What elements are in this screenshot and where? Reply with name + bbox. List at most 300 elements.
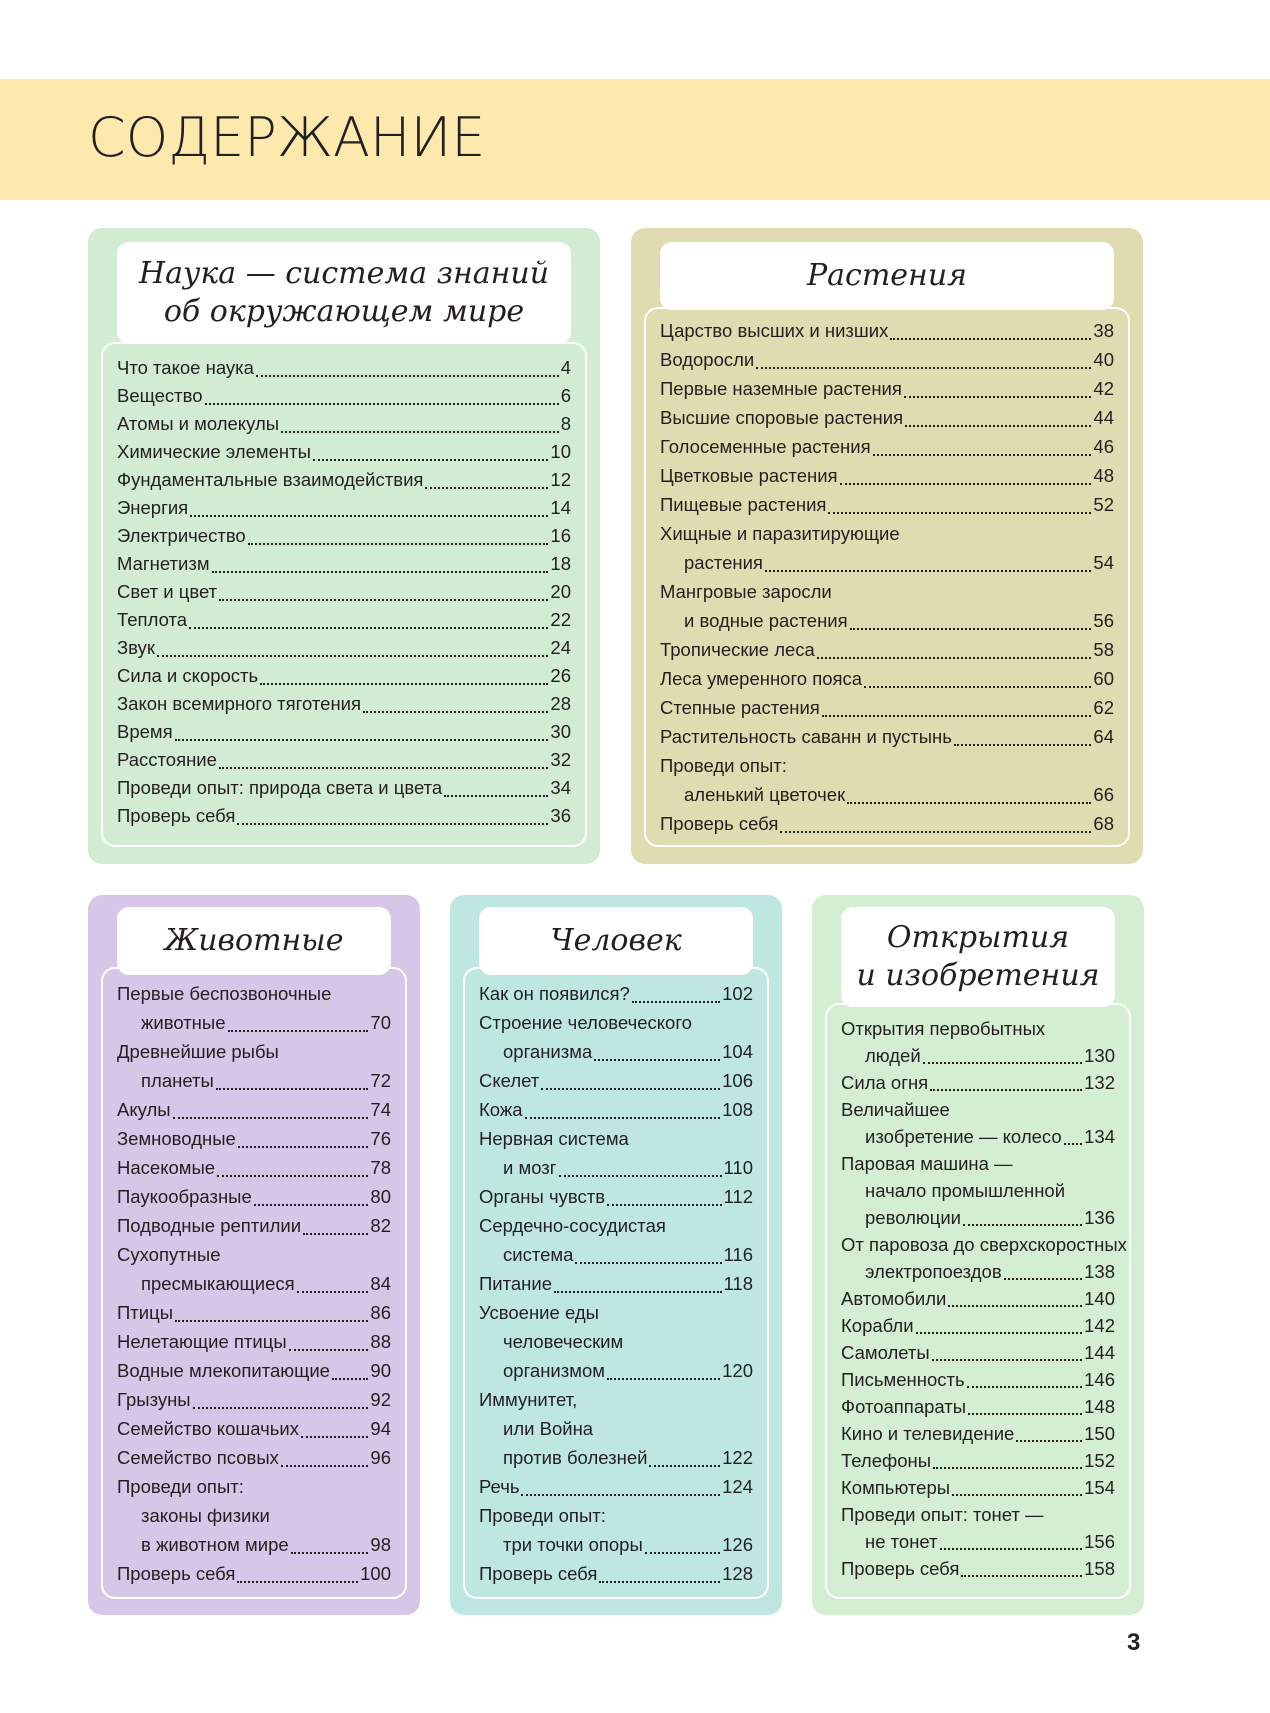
toc-entry: [841, 1501, 1115, 1528]
toc-entry: [479, 1124, 753, 1153]
toc-entry: [117, 1472, 391, 1501]
toc-entry-title: Автомобили: [841, 1288, 947, 1309]
toc-entry-page: 138: [1084, 1261, 1115, 1282]
toc-entry-title: Нервная система: [479, 1128, 629, 1149]
toc-entry: [479, 1501, 753, 1530]
toc-entry: [117, 1327, 391, 1356]
toc-entry: [479, 1008, 753, 1037]
toc-entry: [841, 1312, 1115, 1339]
toc-entry-page: 128: [722, 1563, 753, 1584]
toc-entry: [117, 1356, 391, 1385]
toc-entry: [841, 1177, 1115, 1204]
toc-entry: [841, 1096, 1115, 1123]
toc-entry-title: людей: [865, 1045, 921, 1066]
toc-entry: [841, 1474, 1115, 1501]
toc-entry: [117, 1385, 391, 1414]
dot-leader: [954, 743, 1092, 746]
toc-entry-page: 104: [722, 1041, 753, 1062]
dot-leader: [952, 1493, 1082, 1496]
toc-entry: [479, 1385, 753, 1414]
toc-entry-title: Земноводные: [117, 1128, 236, 1149]
dot-leader: [363, 710, 548, 713]
dot-leader: [864, 685, 1091, 688]
toc-entry-title: Теплота: [117, 609, 188, 630]
toc-entry-page: 130: [1084, 1045, 1115, 1066]
toc-entry-page: 84: [370, 1273, 391, 1294]
toc-entry: [841, 1150, 1115, 1177]
toc-entry-title: Сухопутные: [117, 1244, 221, 1265]
toc-entry: [117, 718, 571, 746]
dot-leader: [1016, 1439, 1082, 1442]
dot-leader: [904, 395, 1092, 398]
toc-entry: [117, 1559, 391, 1588]
page-number: 3: [1127, 1629, 1141, 1656]
toc-entry-page: 148: [1084, 1396, 1115, 1417]
toc-entry-title: Что такое наука: [117, 357, 254, 378]
toc-entry-page: 30: [550, 721, 571, 742]
toc-entry-page: 144: [1084, 1342, 1115, 1363]
section-title-discoveries: Открытия и изобретения: [841, 907, 1115, 1007]
toc-entry: [841, 1015, 1115, 1042]
toc-entry: [841, 1528, 1115, 1555]
dot-leader: [607, 1377, 720, 1380]
toc-entry-title: Атомы и молекулы: [117, 413, 280, 434]
toc-entry-page: 132: [1084, 1072, 1115, 1093]
toc-entry: [117, 438, 571, 466]
dot-leader: [1004, 1277, 1082, 1280]
toc-entry: [660, 403, 1114, 432]
toc-entry-title: Семейство кошачьих: [117, 1418, 299, 1439]
toc-entry-page: 10: [550, 441, 571, 462]
toc-entry-title: От паровоза до сверхскоростных: [841, 1234, 1127, 1255]
dot-leader: [173, 1116, 369, 1119]
dot-leader: [238, 1145, 369, 1148]
toc-entry: [117, 634, 571, 662]
toc-entry-page: 142: [1084, 1315, 1115, 1336]
toc-entry-title: Закон всемирного тяготения: [117, 693, 362, 714]
toc-entry-title: Самолеты: [841, 1342, 930, 1363]
toc-entry-title: Корабли: [841, 1315, 914, 1336]
dot-leader: [923, 1061, 1082, 1064]
toc-entry-page: 12: [550, 469, 571, 490]
toc-entry-page: 56: [1093, 610, 1114, 631]
dot-leader: [599, 1580, 720, 1583]
dot-leader: [237, 822, 548, 825]
toc-entry: [479, 1037, 753, 1066]
toc-entry-title: три точки опоры: [503, 1534, 643, 1555]
toc-entry-page: 126: [722, 1534, 753, 1555]
toc-entry-page: 152: [1084, 1450, 1115, 1471]
dot-leader: [765, 569, 1091, 572]
toc-entry-title: Фотоаппараты: [841, 1396, 967, 1417]
dot-leader: [212, 570, 549, 573]
dot-leader: [219, 766, 548, 769]
toc-entry-page: 58: [1093, 639, 1114, 660]
page-title: СОДЕРЖАНИЕ: [88, 106, 486, 169]
toc-entry-page: 90: [370, 1360, 391, 1381]
entry-list: [660, 316, 1114, 838]
section-discoveries: [812, 895, 1144, 1615]
toc-entry-title: Речь: [479, 1476, 520, 1497]
toc-entry-title: Царство высших и низших: [660, 320, 889, 341]
toc-entry: [117, 578, 571, 606]
toc-entry-title: Водоросли: [660, 349, 755, 370]
toc-entry-page: 24: [550, 637, 571, 658]
toc-entry-title: Фундаментальные взаимодействия: [117, 469, 424, 490]
dot-leader: [594, 1058, 720, 1061]
toc-entry-title: организма: [503, 1041, 593, 1062]
section-science: [88, 228, 600, 864]
toc-entry: [117, 690, 571, 718]
toc-entry-page: 108: [722, 1099, 753, 1120]
dot-leader: [554, 1290, 721, 1293]
toc-entry-title: Водные млекопитающие: [117, 1360, 330, 1381]
toc-entry-page: 54: [1093, 552, 1114, 573]
toc-entry-title: Семейство псовых: [117, 1447, 279, 1468]
toc-entry-page: 52: [1093, 494, 1114, 515]
toc-entry: [660, 316, 1114, 345]
toc-entry: [117, 410, 571, 438]
toc-entry-title: Письменность: [841, 1369, 965, 1390]
section-plants: [631, 228, 1143, 864]
toc-entry-title: Тропические леса: [660, 639, 815, 660]
toc-entry-title: Птицы: [117, 1302, 173, 1323]
toc-entry: [841, 1204, 1115, 1231]
dot-leader: [254, 1203, 369, 1206]
toc-entry-page: 36: [550, 805, 571, 826]
toc-entry: [117, 746, 571, 774]
toc-entry-title: Расстояние: [117, 749, 217, 770]
toc-entry-title: Растительность саванн и пустынь: [660, 726, 952, 747]
toc-entry-title: Голосеменные растения: [660, 436, 871, 457]
toc-entry-page: 34: [550, 777, 571, 798]
toc-entry-page: 28: [550, 693, 571, 714]
toc-entry: [660, 635, 1114, 664]
dot-leader: [948, 1304, 1082, 1307]
toc-entry: [841, 1555, 1115, 1582]
toc-entry-page: 68: [1093, 813, 1114, 834]
toc-entry: [479, 1559, 753, 1588]
toc-entry-page: 88: [370, 1331, 391, 1352]
toc-entry-title: Проведи опыт:: [660, 755, 787, 776]
section-title-human: Человек: [479, 907, 753, 975]
toc-entry-page: 20: [550, 581, 571, 602]
toc-entry-title: или Война: [503, 1418, 594, 1439]
toc-entry: [660, 664, 1114, 693]
toc-entry-title: животные: [141, 1012, 226, 1033]
toc-entry-page: 66: [1093, 784, 1114, 805]
dot-leader: [968, 1412, 1082, 1415]
dot-leader: [281, 1464, 369, 1467]
toc-entry: [841, 1447, 1115, 1474]
toc-entry-title: Свет и цвет: [117, 581, 218, 602]
toc-entry-page: 4: [560, 357, 571, 378]
dot-leader: [756, 366, 1091, 369]
toc-entry-title: Проверь себя: [117, 1563, 236, 1584]
toc-entry: [479, 1211, 753, 1240]
dot-leader: [289, 1348, 369, 1351]
toc-entry-title: Сила огня: [841, 1072, 929, 1093]
toc-entry-page: 134: [1084, 1126, 1115, 1147]
toc-entry-title: и мозг: [503, 1157, 557, 1178]
toc-entry: [841, 1339, 1115, 1366]
toc-entry: [117, 1501, 391, 1530]
toc-entry-page: 120: [722, 1360, 753, 1381]
toc-entry: [479, 1530, 753, 1559]
toc-entry-title: Время: [117, 721, 173, 742]
toc-entry-page: 76: [370, 1128, 391, 1149]
toc-entry: [660, 809, 1114, 838]
toc-entry: [660, 577, 1114, 606]
toc-entry-title: Сердечно-сосудистая: [479, 1215, 666, 1236]
toc-entry-title: Хищные и паразитирующие: [660, 523, 900, 544]
dot-leader: [205, 402, 559, 405]
toc-entry-page: 32: [550, 749, 571, 770]
dot-leader: [425, 486, 548, 489]
toc-entry: [479, 1153, 753, 1182]
dot-leader: [301, 1435, 368, 1438]
toc-entry-title: Акулы: [117, 1099, 171, 1120]
toc-entry-title: растения: [684, 552, 763, 573]
toc-entry: [117, 1095, 391, 1124]
toc-entry-title: Магнетизм: [117, 553, 210, 574]
dot-leader: [575, 1261, 721, 1264]
toc-entry-title: начало промышленной: [865, 1180, 1066, 1201]
toc-entry-page: 16: [550, 525, 571, 546]
toc-entry-page: 94: [370, 1418, 391, 1439]
toc-entry-page: 100: [360, 1563, 391, 1584]
dot-leader: [297, 1290, 369, 1293]
dot-leader: [175, 1319, 368, 1322]
dot-leader: [303, 1232, 368, 1235]
toc-entry-title: пресмыкающиеся: [141, 1273, 295, 1294]
toc-entry-title: Как он появился?: [479, 983, 630, 1004]
toc-entry: [117, 1269, 391, 1298]
toc-entry: [117, 979, 391, 1008]
dot-leader: [521, 1493, 720, 1496]
toc-entry: [117, 1298, 391, 1327]
toc-entry-title: система: [503, 1244, 574, 1265]
toc-entry-page: 80: [370, 1186, 391, 1207]
toc-entry-title: Мангровые заросли: [660, 581, 832, 602]
toc-entry-title: Компьютеры: [841, 1477, 951, 1498]
toc-entry: [117, 550, 571, 578]
toc-entry-page: 150: [1084, 1423, 1115, 1444]
dot-leader: [228, 1029, 369, 1032]
toc-entry-title: Проверь себя: [841, 1558, 960, 1579]
dot-leader: [216, 1087, 369, 1090]
toc-entry-page: 60: [1093, 668, 1114, 689]
toc-entry: [117, 802, 571, 830]
toc-entry: [117, 1530, 391, 1559]
toc-entry: [117, 1211, 391, 1240]
dot-leader: [291, 1551, 369, 1554]
section-human: [450, 895, 782, 1615]
toc-entry-page: 40: [1093, 349, 1114, 370]
toc-entry-title: Кожа: [479, 1099, 523, 1120]
toc-entry-title: Проведи опыт: тонет —: [841, 1504, 1044, 1525]
toc-entry-title: Первые беспозвоночные: [117, 983, 332, 1004]
dot-leader: [967, 1385, 1083, 1388]
dot-leader: [632, 1000, 720, 1003]
toc-entry: [117, 1153, 391, 1182]
dot-leader: [963, 1223, 1082, 1226]
toc-entry-page: 96: [370, 1447, 391, 1468]
toc-entry: [117, 1414, 391, 1443]
toc-entry-title: Иммунитет,: [479, 1389, 578, 1410]
dot-leader: [828, 511, 1091, 514]
toc-entry: [660, 374, 1114, 403]
toc-entry-page: 6: [560, 385, 571, 406]
toc-entry: [841, 1420, 1115, 1447]
dot-leader: [157, 654, 548, 657]
toc-entry-page: 136: [1084, 1207, 1115, 1228]
toc-entry-title: Пищевые растения: [660, 494, 827, 515]
toc-entry-page: 48: [1093, 465, 1114, 486]
toc-entry-title: человеческим: [503, 1331, 624, 1352]
toc-entry: [660, 461, 1114, 490]
toc-entry-page: 106: [722, 1070, 753, 1091]
dot-leader: [780, 830, 1091, 833]
toc-entry: [479, 1327, 753, 1356]
dot-leader: [281, 430, 559, 433]
toc-entry-page: 38: [1093, 320, 1114, 341]
toc-entry-title: Паровая машина —: [841, 1153, 1013, 1174]
dot-leader: [840, 482, 1092, 485]
toc-entry: [117, 1066, 391, 1095]
toc-entry-title: Электричество: [117, 525, 246, 546]
toc-entry: [660, 490, 1114, 519]
dot-leader: [256, 374, 559, 377]
toc-entry-title: Усвоение еды: [479, 1302, 599, 1323]
toc-entry-title: Древнейшие рыбы: [117, 1041, 279, 1062]
toc-entry-page: 116: [723, 1244, 753, 1265]
dot-leader: [559, 1174, 722, 1177]
entry-list: [479, 979, 753, 1588]
toc-entry-title: Проведи опыт:: [479, 1505, 606, 1526]
dot-leader: [940, 1547, 1083, 1550]
toc-entry: [479, 1414, 753, 1443]
dot-leader: [850, 627, 1092, 630]
toc-entry-title: аленький цветочек: [684, 784, 846, 805]
section-title-science: Наука — система знаний об окружающем мире: [117, 242, 571, 344]
dot-leader: [817, 656, 1092, 659]
toc-entry-page: 14: [550, 497, 571, 518]
dot-leader: [525, 1116, 721, 1119]
toc-entry-title: электропоездов: [865, 1261, 1002, 1282]
dot-leader: [932, 1358, 1082, 1361]
toc-entry: [479, 979, 753, 1008]
toc-entry-title: законы физики: [141, 1505, 270, 1526]
toc-entry-title: Звук: [117, 637, 155, 658]
dot-leader: [905, 424, 1091, 427]
toc-entry-page: 102: [722, 983, 753, 1004]
toc-entry-page: 158: [1084, 1558, 1115, 1579]
toc-entry-title: Леса умеренного пояса: [660, 668, 863, 689]
entry-list: [841, 1015, 1127, 1582]
toc-entry-page: 110: [723, 1157, 753, 1178]
toc-entry-page: 26: [550, 665, 571, 686]
toc-entry: [841, 1231, 1127, 1258]
toc-entry-title: Проверь себя: [117, 805, 236, 826]
dot-leader: [237, 1580, 358, 1583]
toc-entry-title: Подводные рептилии: [117, 1215, 302, 1236]
toc-entry-title: Грызуны: [117, 1389, 191, 1410]
dot-leader: [175, 738, 549, 741]
toc-entry-title: и водные растения: [684, 610, 848, 631]
toc-entry: [117, 1240, 391, 1269]
toc-entry-title: Строение человеческого: [479, 1012, 692, 1033]
dot-leader: [1064, 1142, 1082, 1145]
toc-entry: [479, 1472, 753, 1501]
toc-entry-title: Проведи опыт:: [117, 1476, 244, 1497]
dot-leader: [961, 1574, 1082, 1577]
toc-entry: [479, 1182, 753, 1211]
dot-leader: [260, 682, 548, 685]
toc-entry: [841, 1258, 1115, 1285]
toc-entry: [479, 1240, 753, 1269]
toc-entry: [479, 1066, 753, 1095]
toc-entry-page: 86: [370, 1302, 391, 1323]
toc-entry: [117, 466, 571, 494]
toc-entry-title: Вещество: [117, 385, 203, 406]
toc-entry-title: Степные растения: [660, 697, 820, 718]
toc-entry: [660, 780, 1114, 809]
toc-entry: [660, 693, 1114, 722]
toc-entry-title: не тонет: [865, 1531, 938, 1552]
toc-entry: [841, 1285, 1115, 1312]
toc-entry-page: 64: [1093, 726, 1114, 747]
dot-leader: [217, 1174, 368, 1177]
entry-list: [117, 354, 571, 830]
toc-entry-title: Первые наземные растения: [660, 378, 902, 399]
toc-entry: [117, 774, 571, 802]
toc-entry-title: Скелет: [479, 1070, 540, 1091]
toc-entry: [117, 382, 571, 410]
dot-leader: [248, 542, 549, 545]
toc-entry: [479, 1356, 753, 1385]
toc-entry-page: 156: [1084, 1531, 1115, 1552]
toc-entry-page: 18: [550, 553, 571, 574]
toc-entry-page: 22: [550, 609, 571, 630]
section-title-plants: Растения: [660, 242, 1114, 310]
toc-entry-title: изобретение — колесо: [865, 1126, 1062, 1147]
toc-entry-title: Открытия первобытных: [841, 1018, 1046, 1039]
section-title-animals: Животные: [117, 907, 391, 975]
toc-entry: [479, 1443, 753, 1472]
toc-entry-title: революции: [865, 1207, 962, 1228]
toc-entry-page: 82: [370, 1215, 391, 1236]
dot-leader: [189, 626, 548, 629]
section-animals: [88, 895, 420, 1615]
toc-entry-title: против болезней: [503, 1447, 648, 1468]
dot-leader: [916, 1331, 1083, 1334]
toc-entry-title: Высшие споровые растения: [660, 407, 904, 428]
toc-entry: [117, 522, 571, 550]
dot-leader: [933, 1466, 1082, 1469]
toc-entry-page: 146: [1084, 1369, 1115, 1390]
dot-leader: [193, 1406, 369, 1409]
toc-entry-title: Цветковые растения: [660, 465, 838, 486]
toc-entry-page: 112: [723, 1186, 753, 1207]
dot-leader: [332, 1377, 368, 1380]
toc-entry: [660, 606, 1114, 635]
toc-entry-title: Насекомые: [117, 1157, 216, 1178]
entry-list: [117, 979, 391, 1588]
toc-entry-title: Проверь себя: [479, 1563, 598, 1584]
toc-entry-title: Величайшее: [841, 1099, 950, 1120]
toc-entry-page: 118: [723, 1273, 753, 1294]
